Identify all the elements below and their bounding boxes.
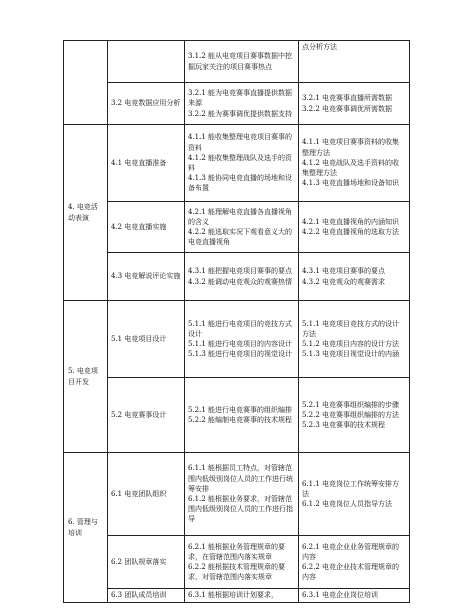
- unit-cell: 4.3 电竞解说评论实施: [108, 253, 185, 301]
- table-row: [64, 83, 410, 125]
- module-cell: 5. 电竞项目开发: [64, 301, 108, 453]
- knowledge-item: 点分析方法: [302, 43, 337, 51]
- table-row: [64, 589, 410, 603]
- skills-cell: [185, 453, 299, 536]
- unit-cell: 4.1 电竞直播准备: [108, 125, 185, 202]
- table-row: [64, 125, 410, 202]
- skill-item: 5.2.2 能编制电竞赛事的技术规程: [188, 416, 293, 424]
- unit-cell: 5.2 电竞赛事设计: [108, 378, 185, 453]
- knowledge-item: 6.3.1 电竞企业岗位培训: [302, 591, 379, 599]
- knowledge-item: 6.1.2 电竞岗位人员指导方法: [302, 500, 393, 509]
- skills-cell: [185, 83, 299, 125]
- knowledge-cell: [299, 378, 410, 453]
- knowledge-item: 5.1.1 电竞项目竞技方式的设计方法: [302, 319, 400, 338]
- skill-item: 4.1.3 能协同电竞直播的场地和设备布置: [188, 174, 293, 193]
- module-cell: 4. 电竞活动表演: [64, 125, 108, 301]
- knowledge-item: 4.3.1 电竞项目赛事的要点: [302, 267, 386, 276]
- unit-cell: 6.3 团队成员培训: [108, 589, 185, 603]
- knowledge-cell: [299, 589, 410, 603]
- skill-item: 5.1.1 能进行电竞项目的竞技方式设计: [188, 319, 293, 338]
- knowledge-item: 6.2.2 电竞企业技术管理规章的内容: [302, 563, 400, 582]
- unit-cell: 4.2 电竞直播实施: [108, 202, 185, 253]
- knowledge-cell: [299, 83, 410, 125]
- table-row: [64, 202, 410, 253]
- skill-item: 5.1.1 能进行电竞项目的内容设计: [188, 340, 293, 348]
- table-row: [64, 536, 410, 589]
- unit-cell: 3.2 电竞数据应用分析: [108, 83, 185, 125]
- skills-cell: [185, 378, 299, 453]
- knowledge-item: 6.1.1 电竞岗位工作统筹安排方法: [302, 479, 400, 498]
- module-cell: 6. 管理与培训: [64, 453, 108, 603]
- unit-cell: 6.1 电竞团队组织: [108, 453, 185, 536]
- knowledge-cell: [299, 301, 410, 378]
- table-row: [64, 378, 410, 453]
- knowledge-item: 4.3.2 电竞观众的观赛需求: [302, 277, 386, 286]
- skill-item: 3.1.2 能从电竞项目赛事数据中挖掘玩家关注的项目赛事热点: [188, 52, 293, 71]
- skills-cell: [185, 301, 299, 378]
- skill-item: 4.3.2 能调动电竞观众的观赛热情: [188, 277, 293, 286]
- knowledge-cell: [299, 41, 410, 83]
- knowledge-item: 4.2.2 电竞直播视角的选取方法: [302, 228, 400, 236]
- unit-cell: 5.1 电竞项目设计: [108, 301, 185, 378]
- table-row: [64, 253, 410, 301]
- skills-cell: [185, 253, 299, 301]
- skills-cell: [185, 41, 299, 83]
- skill-item: 6.2.1 能根据业务管理规章的要求，在管辖范围内落实规章: [188, 542, 286, 561]
- skill-item: 3.2.2 能为赛事调优提供数据支持: [188, 109, 293, 118]
- knowledge-cell: [299, 202, 410, 253]
- knowledge-item: 3.2.1 电竞赛事直播所需数据: [302, 94, 393, 103]
- skills-cell: [185, 125, 299, 202]
- skill-item: 4.2.1 能理解电竞直播各直播视角的含义: [188, 207, 293, 226]
- knowledge-item: 5.1.2 电竞项目内容的设计方法: [302, 340, 400, 348]
- skills-cell: [185, 589, 299, 603]
- knowledge-item: 4.1.1 电竞项目赛事资料的收集整理方法: [302, 138, 400, 157]
- skill-item: 4.2.2 能选取实况下观看意义大的电竞直播视角: [188, 228, 293, 247]
- knowledge-item: 5.2.1 电竞赛事组织编排的步骤: [302, 400, 400, 409]
- skill-item: 6.3.1 能根据培训计划要求，: [188, 591, 279, 599]
- skill-item: 3.2.1 能为电竞赛事直播提供数据来源: [188, 89, 293, 108]
- knowledge-cell: [299, 125, 410, 202]
- skill-item: 4.3.1 能把握电竞项目赛事的要点: [188, 267, 293, 276]
- knowledge-item: 4.1.2 电竞战队及选手资料的收集整理方法: [302, 158, 400, 178]
- knowledge-item: 5.2.3 电竞赛事的技术规程: [302, 421, 386, 430]
- unit-cell: 6.2 团队规章落实: [108, 536, 185, 589]
- knowledge-item: 4.1.3 电竞直播场地和设备知识: [302, 179, 400, 188]
- module-cell: [64, 41, 108, 125]
- skill-item: 6.1.2 能根据业务要求，对管辖范围内低级别岗位人员的工作进行指导: [188, 495, 293, 524]
- table-row: [64, 453, 410, 536]
- knowledge-item: 5.2.2 电竞赛事组织编排的方法: [302, 410, 400, 419]
- skills-cell: [185, 536, 299, 589]
- table-row: [64, 301, 410, 378]
- knowledge-item: 5.1.3 电竞项目视觉设计的内涵: [302, 350, 400, 359]
- knowledge-item: 3.2.2 电竞赛事调优所需数据: [302, 104, 393, 113]
- table-row: [64, 41, 410, 83]
- skill-item: 4.1.2 能收集整理战队及选手的资料: [188, 153, 293, 172]
- skill-item: 5.2.1 能进行电竞赛事的组织编排: [188, 405, 293, 414]
- knowledge-item: 6.2.1 电竞企业业务管理规章的内容: [302, 542, 400, 561]
- unit-cell: [108, 41, 185, 83]
- skill-item: 5.1.3 能进行电竞项目的视觉设计: [188, 350, 293, 359]
- knowledge-item: 4.2.1 电竞直播视角的内涵知识: [302, 217, 400, 226]
- competency-table: [63, 40, 410, 603]
- skill-item: 6.2.2 能根据技术管理规章的要求，对管辖范围内落实规章: [188, 563, 286, 582]
- knowledge-cell: [299, 453, 410, 536]
- knowledge-cell: [299, 253, 410, 301]
- skill-item: 4.1.1 能收集整理电竞项目赛事的资料: [188, 133, 293, 152]
- skill-item: 6.1.1 能根据员工特点，对管辖范围内低级别岗位人员的工作进行统筹安排: [188, 464, 293, 493]
- skills-cell: [185, 202, 299, 253]
- knowledge-cell: [299, 536, 410, 589]
